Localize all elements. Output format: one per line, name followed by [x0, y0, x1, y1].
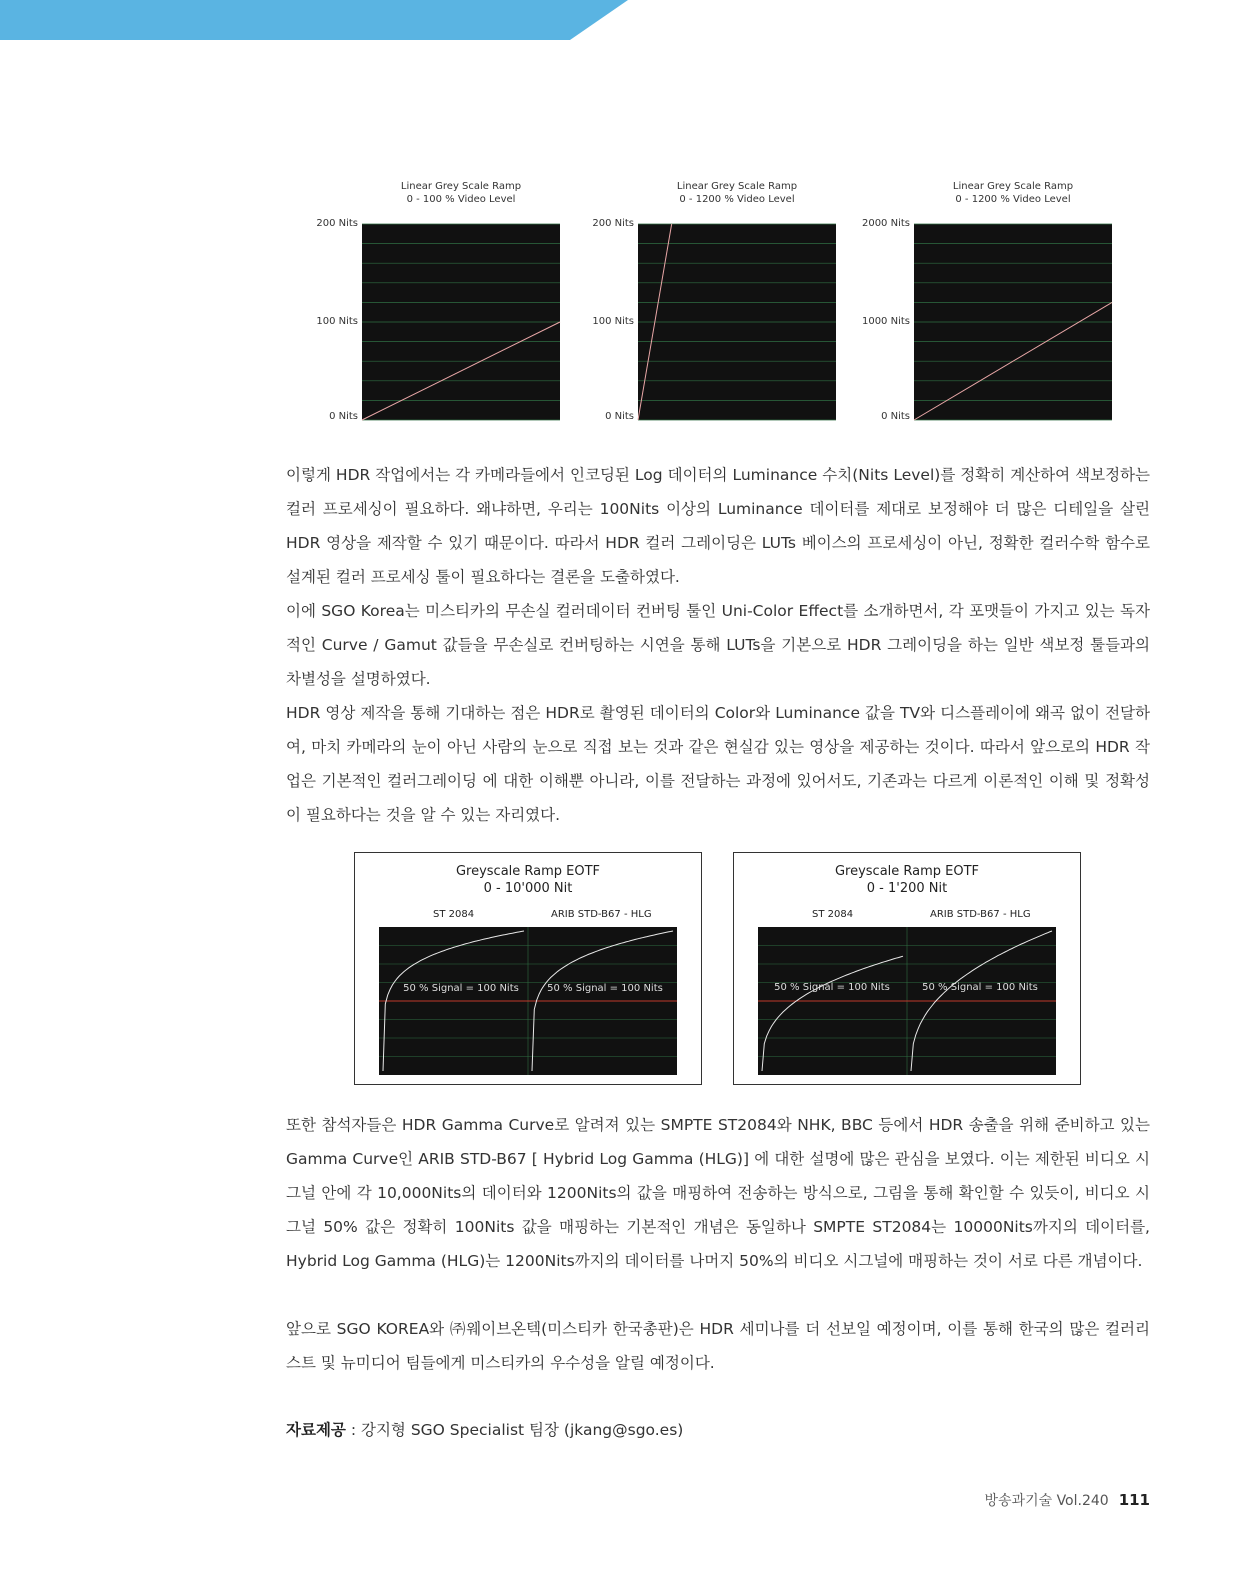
y-tick-label-bottom: 0 Nits [329, 411, 358, 422]
eotf-plot-area [379, 927, 677, 1075]
page-number: 111 [1118, 1491, 1150, 1509]
paragraph: 또한 참석자들은 HDR Gamma Curve로 알려져 있는 SMPTE ST2084와 NHK, BBC 등에서 HDR 송출을 위해 준비하고 있는 Gamma Curve인 ARIB STD-B67 [ Hybrid Log Gamma (HLG)] 에 대한 설명에 많은 관심을 보였다. 이는 제한된 비디오 시그널 안에 각 10,000Nits의 데이터와 1200Nits의 값을 매핑하여 전송하는 방식으로, 그림을 통해 확인할 수 있듯이, 비디오 시그널 50% 값은 정확히 100Nits 값을 매핑하는 기본적인 개념은 동일하나 SMPTE ST2084는 10000Nits까지의 데이터를, Hybrid Log Gamma (HLG)는 1200Nits까지의 데이터를 나머지 50%의 비디오 시그널에 매핑하는 것이 서로 다른 개념이다. [286, 1116, 1150, 1270]
chart-title-line1: Linear Grey Scale Ramp [400, 181, 522, 192]
y-tick-label-mid: 100 Nits [592, 316, 634, 327]
linear-ramp-chart-2 [576, 168, 846, 438]
eotf-plot-area [758, 927, 1056, 1075]
body-text-section-2 [286, 1108, 1150, 1380]
eotf-title-line1: Greyscale Ramp EOTF [834, 864, 980, 879]
chart-title-line2: 0 - 1200 % Video Level [955, 194, 1071, 205]
eotf-sublabel-hlg: ARIB STD-B67 - HLG [551, 909, 652, 920]
credit-separator: : [345, 1421, 361, 1439]
eotf-sublabel-st2084: ST 2084 [433, 909, 475, 920]
paragraph: HDR 영상 제작을 통해 기대하는 점은 HDR로 촬영된 데이터의 Color와 Luminance 값을 TV와 디스플레이에 왜곡 없이 전달하여, 마치 카메라의 눈이 아닌 사람의 눈으로 직접 보는 것과 같은 현실감 있는 영상을 제공하는 것이다. 따라서 앞으로의 HDR 작업은 기본적인 컬러그레이딩 에 대한 이해뿐 아니라, 이를 전달하는 과정에 있어서도, 기존과는 다르게 이론적인 이해 및 정확성이 필요하다는 것을 알 수 있는 자리였다. [286, 704, 1150, 824]
ramp-plot-area [852, 168, 1122, 438]
eotf-sublabel-hlg: ARIB STD-B67 - HLG [930, 909, 1031, 920]
linear-ramp-chart-3 [852, 168, 1122, 438]
eotf-annotation-left: 50 % Signal = 100 Nits [403, 983, 519, 994]
eotf-title [355, 863, 701, 897]
eotf-annotation-left: 50 % Signal = 100 Nits [774, 982, 890, 993]
eotf-figure-2 [733, 852, 1081, 1085]
paragraph: 앞으로 SGO KOREA와 ㈜웨이브온텍(미스티카 한국총판)은 HDR 세미나를 더 선보일 예정이며, 이를 통해 한국의 많은 컬러리스트 및 뉴미디어 팀들에게 미스티카의 우수성을 알릴 예정이다. [286, 1320, 1150, 1372]
page-footer [985, 1490, 1151, 1510]
eotf-title [734, 863, 1080, 897]
y-tick-label-bottom: 0 Nits [881, 411, 910, 422]
eotf-figure-1 [354, 852, 702, 1085]
credit-text: 강지형 SGO Specialist 팀장 (jkang@sgo.es) [360, 1421, 684, 1439]
y-tick-label-mid: 100 Nits [316, 316, 358, 327]
source-credit [286, 1418, 683, 1440]
ramp-plot-area [300, 168, 570, 438]
eotf-title-line1: Greyscale Ramp EOTF [455, 864, 601, 879]
y-tick-label-top: 2000 Nits [861, 218, 910, 229]
y-tick-label-mid: 1000 Nits [861, 316, 910, 327]
ramp-plot-area [576, 168, 846, 438]
body-text-section-1 [286, 458, 1150, 832]
y-tick-label-top: 200 Nits [592, 218, 634, 229]
paragraph: 이에 SGO Korea는 미스티카의 무손실 컬러데이터 컨버팅 툴인 Uni-Color Effect를 소개하면서, 각 포맷들이 가지고 있는 독자적인 Curve / Gamut 값들을 무손실로 컨버팅하는 시연을 통해 LUTs을 기본으로 HDR 그레이딩을 하는 일반 색보정 툴들과의 차별성을 설명하였다. [286, 602, 1150, 688]
y-tick-label-bottom: 0 Nits [605, 411, 634, 422]
chart-title-line1: Linear Grey Scale Ramp [952, 181, 1074, 192]
linear-ramp-figure [300, 168, 1152, 438]
magazine-issue: 방송과기술 Vol.240 [984, 1493, 1109, 1509]
header-band [0, 0, 640, 40]
eotf-annotation-right: 50 % Signal = 100 Nits [922, 982, 1038, 993]
eotf-annotation-right: 50 % Signal = 100 Nits [547, 983, 663, 994]
linear-ramp-chart-1 [300, 168, 570, 438]
chart-title-line2: 0 - 100 % Video Level [406, 194, 516, 205]
chart-title-line2: 0 - 1200 % Video Level [679, 194, 795, 205]
y-tick-label-top: 200 Nits [316, 218, 358, 229]
paragraph: 이렇게 HDR 작업에서는 각 카메라들에서 인코딩된 Log 데이터의 Luminance 수치(Nits Level)를 정확히 계산하여 색보정하는 컬러 프로세싱이 필요하다. 왜냐하면, 우리는 100Nits 이상의 Luminance 데이터를 제대로 보정해야 더 많은 디테일을 살린 HDR 영상을 제작할 수 있기 때문이다. 따라서 HDR 컬러 그레이딩은 LUTs 베이스의 프로세싱이 아닌, 정확한 컬러수학 함수로 설계된 컬러 프로세싱 툴이 필요하다는 결론을 도출하였다. [286, 466, 1150, 586]
eotf-title-line2: 0 - 1'200 Nit [866, 881, 948, 896]
chart-title-line1: Linear Grey Scale Ramp [676, 181, 798, 192]
eotf-sublabel-st2084: ST 2084 [812, 909, 854, 920]
eotf-title-line2: 0 - 10'000 Nit [483, 881, 573, 896]
credit-label: 자료제공 [286, 1421, 346, 1439]
